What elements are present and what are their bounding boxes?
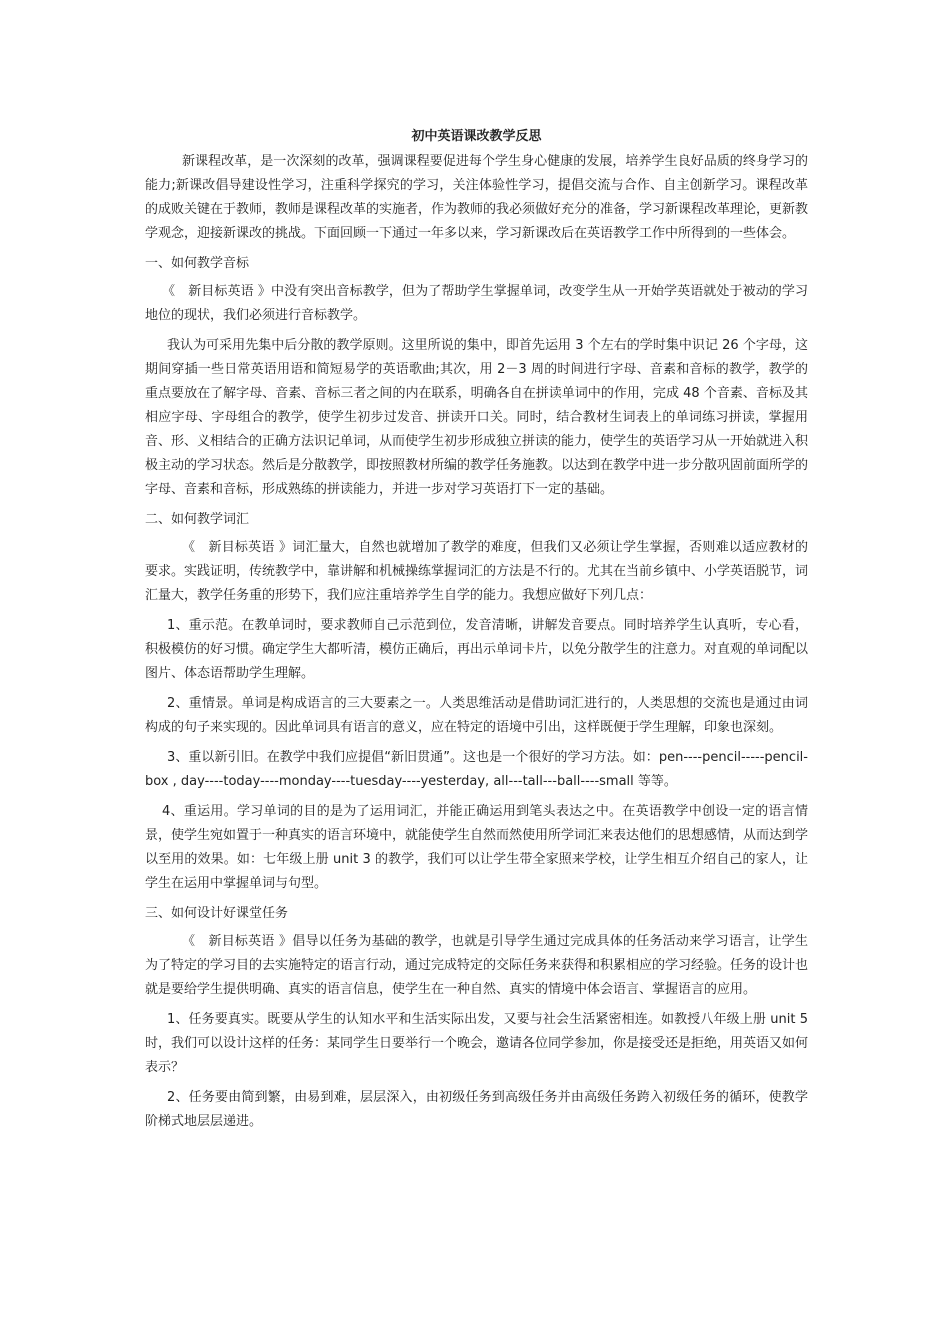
- vocabulary-item-4: 4、重运用。学习单词的目的是为了运用词汇，并能正确运用到笔头表达之中。在英语教学中创设一定的语言情景，使学生宛如置于一种真实的语言环境中，就能使学生自然而然使用所学词汇来表达他们的思想感情，从而达到学以至用的效果。如：七年级上册 unit 3 的教学，我们可以让学生带全家照来学校，让学生相互介绍自己的家人，让学生在运用中掌握单词与句型。: [145, 804, 809, 891]
- vocabulary-item-2: 2、重情景。单词是构成语言的三大要素之一。人类思维活动是借助词汇进行的，人类思想的交流也是通过由词构成的句子来实现的。因此单词具有语言的意义，应在特定的语境中引出，这样既便于学生理解，印象也深刻。: [145, 696, 808, 735]
- section-heading-phonetics: 一、如何教学音标: [145, 256, 250, 271]
- document-body: [145, 126, 808, 1140]
- section-heading-tasks: 三、如何设计好课堂任务: [145, 906, 289, 921]
- vocabulary-item-3: 3、重以新引旧。在教学中我们应提倡“新旧贯通”。这也是一个很好的学习方法。如：pen----pencil-----pencil-box , day----today----monday----tuesday----yesterday, all---tall---ball----small 等等。: [145, 750, 808, 789]
- intro-paragraph: 新课程改革，是一次深刻的改革，强调课程要促进每个学生身心健康的发展，培养学生良好品质的终身学习的能力;新课改倡导建设性学习，注重科学探究的学习，关注体验性学习，提倡交流与合作、自主创新学习。课程改革的成败关键在于教师，教师是课程改革的实施者，作为教师的我必须做好充分的准备，学习新课程改革理论，更新教学观念，迎接新课改的挑战。下面回顾一下通过一年多以来，学习新课改后在英语教学工作中所得到的一些体会。: [145, 154, 809, 241]
- tasks-item-2: 2、任务要由简到繁，由易到难，层层深入，由初级任务到高级任务并由高级任务跨入初级任务的循环，使教学阶梯式地层层递进。: [145, 1090, 808, 1129]
- phonetics-paragraph-1: 《 新目标英语 》中没有突出音标教学，但为了帮助学生掌握单词，改变学生从一开始学英语就处于被动的学习地位的现状，我们必须进行音标教学。: [145, 284, 808, 323]
- section-heading-vocabulary: 二、如何教学词汇: [145, 512, 250, 527]
- vocabulary-paragraph-1: 《 新目标英语 》词汇量大，自然也就增加了教学的难度，但我们又必须让学生掌握，否则难以适应教材的要求。实践证明，传统教学中，靠讲解和机械操练掌握词汇的方法是不行的。尤其在当前乡镇中、小学英语脱节，词汇量大，教学任务重的形势下，我们应注重培养学生自学的能力。我想应做好下列几点：: [145, 540, 809, 603]
- vocabulary-item-1: 1、重示范。在教单词时，要求教师自己示范到位，发音清晰，讲解发音要点。同时培养学生认真听，专心看，积极模仿的好习惯。确定学生大都听清，模仿正确后，再出示单词卡片，以免分散学生的注意力。对直观的单词配以图片、体态语帮助学生理解。: [145, 618, 809, 681]
- phonetics-paragraph-2: 我认为可采用先集中后分散的教学原则。这里所说的集中，即首先运用 3 个左右的学时集中识记 26 个字母，这期间穿插一些日常英语用语和简短易学的英语歌曲;其次，用 2－3 周的时间进行字母、音素和音标的教学，教学的重点要放在了解字母、音素、音标三者之间的内在联系，明确各自在拼读单词中的作用，完成 48 个音素、音标及其相应字母、字母组合的教学，使学生初步过发音、拼读开口关。同时，结合教材生词表上的单词练习拼读，掌握用音、形、义相结合的正确方法识记单词，从而使学生初步形成独立拼读的能力，使学生的英语学习从一开始就进入积极主动的学习状态。然后是分散教学，即按照教材所编的教学任务施教。以达到在教学中进一步分散巩固前面所学的字母、音素和音标，形成熟练的拼读能力，并进一步对学习英语打下一定的基础。: [145, 338, 809, 497]
- tasks-paragraph-1: 《 新目标英语 》倡导以任务为基础的教学，也就是引导学生通过完成具体的任务活动来学习语言，让学生为了特定的学习目的去实施特定的语言行动，通过完成特定的交际任务来获得和积累相应的学习经验。任务的设计也就是要给学生提供明确、真实的语言信息，使学生在一种自然、真实的情境中体会语言、掌握语言的应用。: [145, 934, 809, 997]
- page-title: 初中英语课改教学反思: [411, 129, 542, 144]
- tasks-item-1: 1、任务要真实。既要从学生的认知水平和生活实际出发，又要与社会生活紧密相连。如教授八年级上册 unit 5 时，我们可以设计这样的任务：某同学生日要举行一个晚会，邀请各位同学参加，你是接受还是拒绝，用英语又如何表示？: [145, 1012, 809, 1075]
